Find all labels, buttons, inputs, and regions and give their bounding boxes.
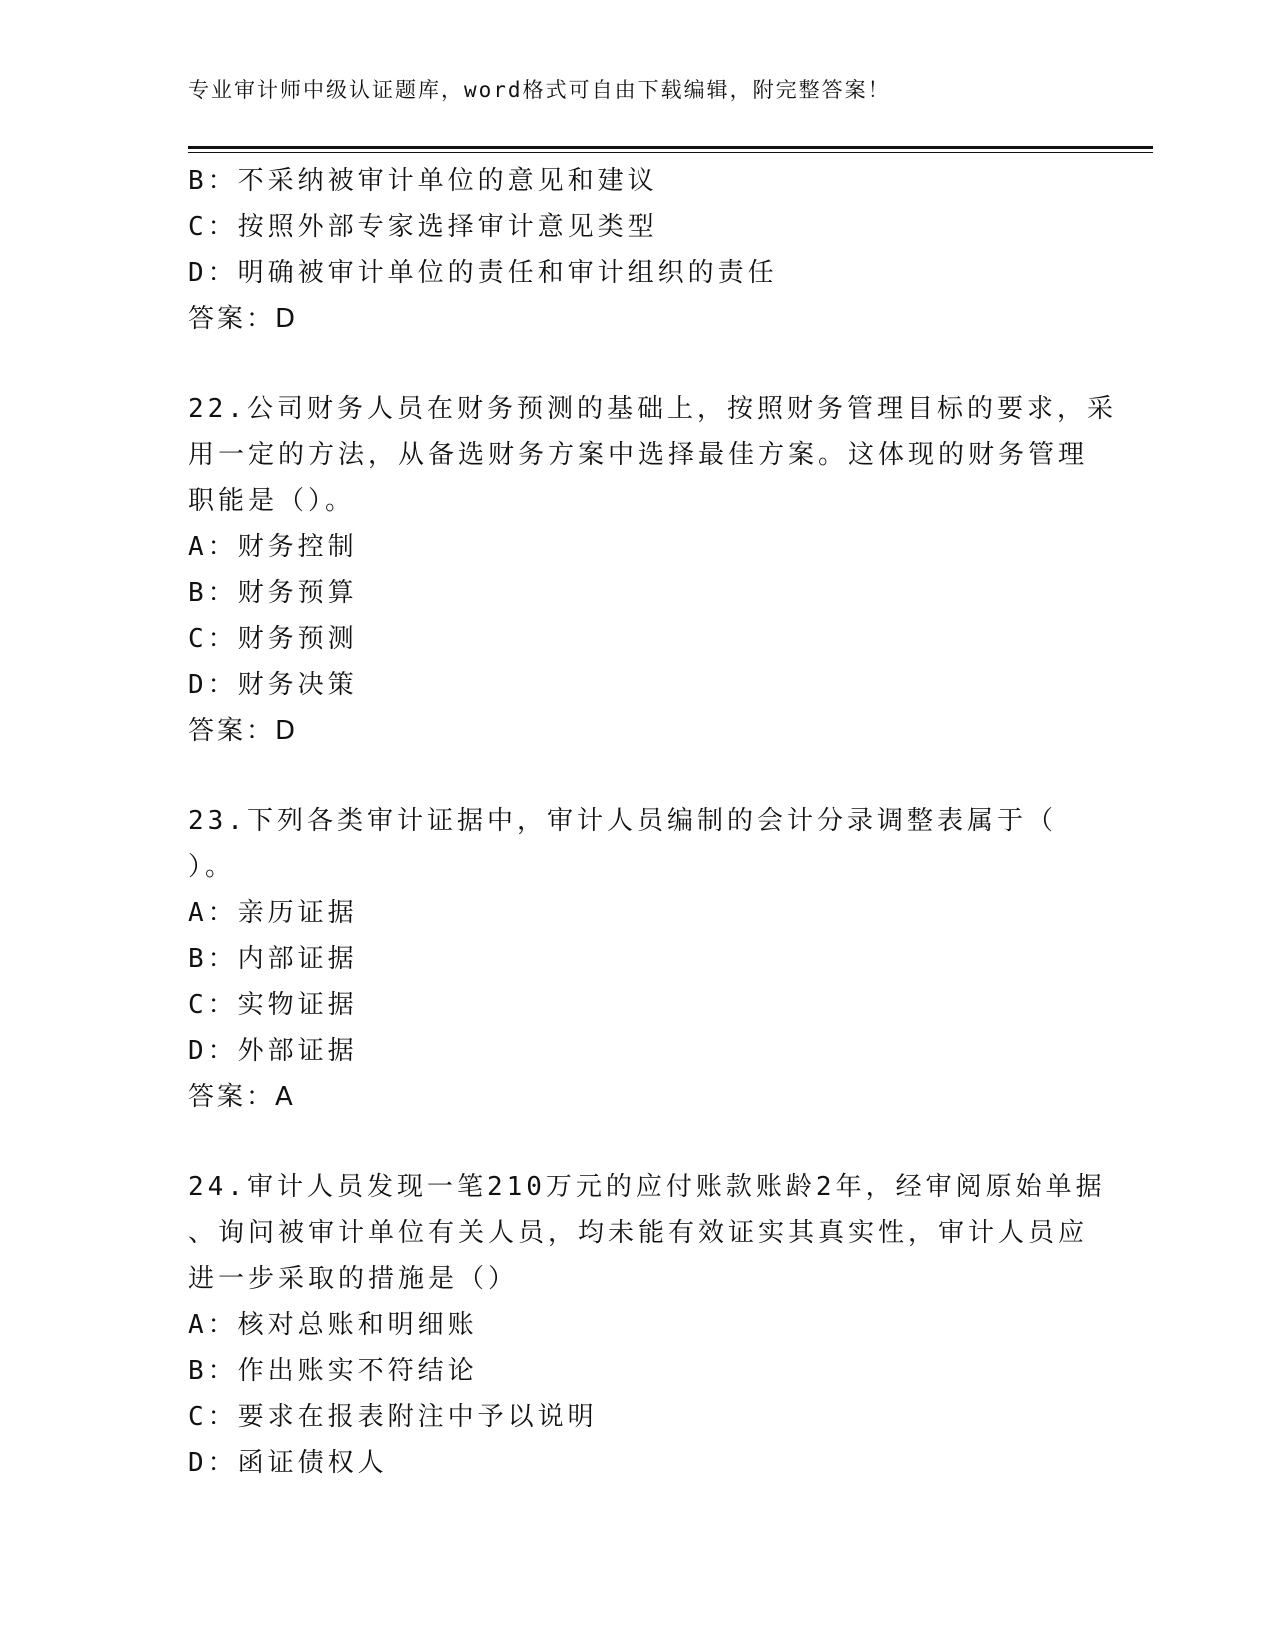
option-d: D：明确被审计单位的责任和审计组织的责任	[188, 258, 778, 288]
question-22	[188, 386, 1117, 754]
question-stem-line: 22.公司财务人员在财务预测的基础上，按照财务管理目标的要求，采	[188, 394, 1117, 424]
option-a: A：核对总账和明细账	[188, 1310, 478, 1340]
option-b: B：作出账实不符结论	[188, 1356, 478, 1386]
option-a: A：财务控制	[188, 532, 358, 562]
question-stem-line: ）。	[188, 852, 236, 882]
question-stem-line: 23.下列各类审计证据中，审计人员编制的会计分录调整表属于（	[188, 806, 1057, 836]
question-stem-line: 、询问被审计单位有关人员，均未能有效证实其真实性，审计人员应	[188, 1218, 1089, 1248]
option-c: C：实物证据	[188, 990, 358, 1020]
question-24	[188, 1164, 1106, 1486]
answer: 答案：D	[188, 716, 299, 746]
page-header: 专业审计师中级认证题库，word格式可自由下载编辑，附完整答案！	[188, 78, 891, 102]
question-stem-line: 用一定的方法，从备选财务方案中选择最佳方案。这体现的财务管理	[188, 440, 1089, 470]
option-d: D：函证债权人	[188, 1448, 388, 1478]
option-b: B：财务预算	[188, 578, 358, 608]
question-21-tail	[188, 158, 1088, 342]
answer: 答案：A	[188, 1082, 296, 1112]
spacer	[188, 342, 1088, 386]
option-b: B：内部证据	[188, 944, 358, 974]
question-stem-line: 职能是（）。	[188, 486, 356, 516]
question-stem-line: 24.审计人员发现一笔210万元的应付账款账龄2年，经审阅原始单据	[188, 1172, 1106, 1202]
header-divider-thick	[188, 146, 1153, 149]
question-23	[188, 798, 1088, 1120]
option-c: C：要求在报表附注中予以说明	[188, 1402, 598, 1432]
option-c: C：财务预测	[188, 624, 358, 654]
option-d: D：财务决策	[188, 670, 358, 700]
option-c: C：按照外部专家选择审计意见类型	[188, 212, 658, 242]
header-divider-thin	[188, 152, 1153, 153]
option-d: D：外部证据	[188, 1036, 358, 1066]
answer: 答案：D	[188, 304, 299, 334]
option-b: B：不采纳被审计单位的意见和建议	[188, 166, 658, 196]
spacer	[188, 1120, 1088, 1164]
document-body	[188, 158, 1117, 1486]
option-a: A：亲历证据	[188, 898, 358, 928]
spacer	[188, 754, 1088, 798]
question-stem-line: 进一步采取的措施是（）	[188, 1264, 519, 1294]
